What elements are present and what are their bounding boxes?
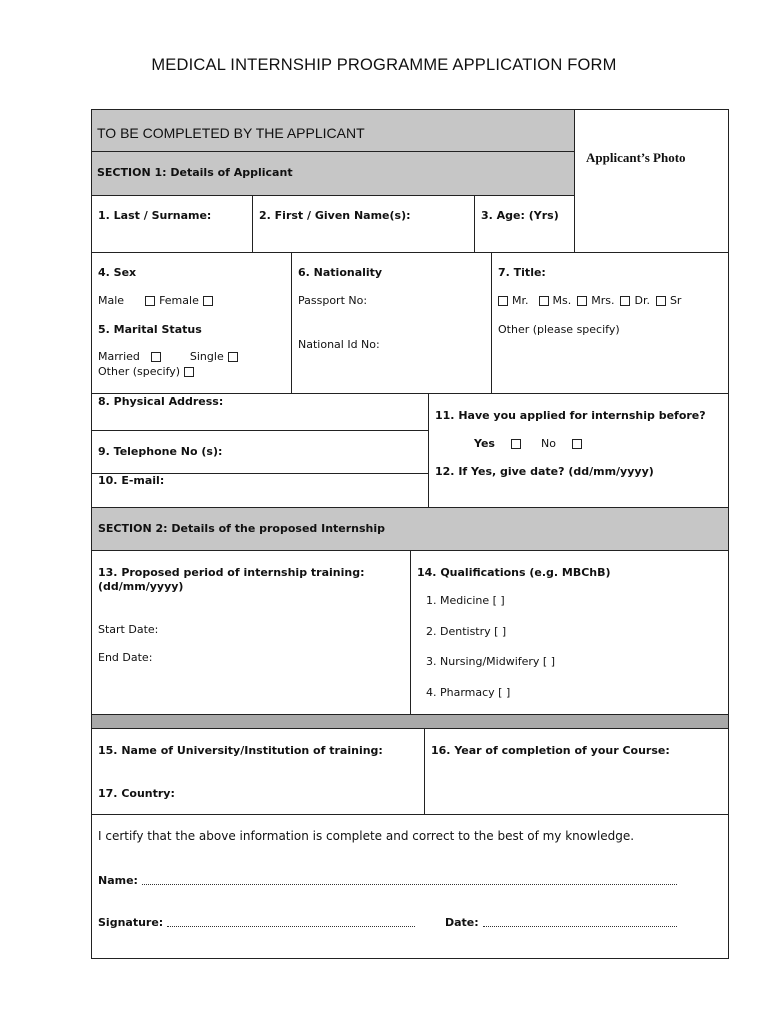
sr-checkbox[interactable] (656, 296, 666, 306)
start-date-label: Start Date: (98, 623, 159, 636)
section1-heading: SECTION 1: Details of Applicant (97, 166, 293, 179)
divider (91, 393, 729, 394)
other-specify-checkbox[interactable] (184, 367, 194, 377)
national-id-label: National Id No: (298, 338, 380, 351)
signature-field[interactable] (167, 918, 415, 927)
completed-by-heading: TO BE COMPLETED BY THE APPLICANT (97, 125, 365, 141)
dr-checkbox[interactable] (620, 296, 630, 306)
divider (428, 393, 429, 507)
separator-band (92, 715, 728, 728)
qual-dentistry: 2. Dentistry [ ] (426, 625, 507, 638)
married-label: Married (98, 350, 140, 363)
title-mrs-label: Mrs. (591, 294, 615, 307)
qual-medicine: 1. Medicine [ ] (426, 594, 505, 607)
applied-before-options (474, 437, 582, 450)
divider (291, 252, 292, 393)
title-label: 7. Title: (498, 266, 546, 279)
date-field[interactable] (483, 918, 677, 927)
title-dr-label: Dr. (634, 294, 650, 307)
divider (574, 109, 575, 252)
sex-label: 4. Sex (98, 266, 137, 279)
certification-statement: I certify that the above information is complete and correct to the best of my knowledge. (98, 829, 635, 843)
yes-checkbox[interactable] (511, 439, 521, 449)
if-yes-date-label: 12. If Yes, give date? (dd/mm/yyyy) (435, 465, 654, 478)
divider (91, 814, 729, 815)
country-label: 17. Country: (98, 787, 175, 800)
divider (91, 430, 428, 431)
marital-other-option (98, 365, 194, 378)
first-name-label: 2. First / Given Name(s): (259, 209, 411, 222)
title-other-label: Other (please specify) (498, 323, 620, 336)
nationality-label: 6. Nationality (298, 266, 383, 279)
signature-label: Signature: (98, 916, 164, 929)
completion-year-label: 16. Year of completion of your Course: (431, 744, 670, 757)
name-line (98, 874, 677, 887)
university-label: 15. Name of University/Institution of training: (98, 744, 383, 757)
divider (252, 195, 253, 252)
form-title: MEDICAL INTERNSHIP PROGRAMME APPLICATION FORM (151, 56, 617, 74)
mr-checkbox[interactable] (498, 296, 508, 306)
title-sr-label: Sr (669, 294, 682, 307)
female-checkbox[interactable] (203, 296, 213, 306)
last-name-label: 1. Last / Surname: (98, 209, 212, 222)
passport-label: Passport No: (298, 294, 368, 307)
physical-address-label: 8. Physical Address: (98, 395, 224, 408)
qual-nursing: 3. Nursing/Midwifery [ ] (426, 655, 555, 668)
female-label: Female (159, 294, 199, 307)
proposed-period-line2: (dd/mm/yyyy) (98, 580, 184, 593)
married-checkbox[interactable] (151, 352, 161, 362)
date-label: Date: (445, 916, 479, 929)
divider (424, 728, 425, 814)
divider (91, 252, 729, 253)
no-label: No (540, 437, 556, 450)
mrs-checkbox[interactable] (577, 296, 587, 306)
end-date-label: End Date: (98, 651, 153, 664)
signature-line (98, 916, 415, 929)
name-field[interactable] (142, 876, 677, 885)
other-specify-label: Other (specify) (98, 365, 181, 378)
applied-before-label: 11. Have you applied for internship before? (435, 409, 706, 422)
qualifications-label: 14. Qualifications (e.g. MBChB) (417, 566, 611, 579)
qual-pharmacy: 4. Pharmacy [ ] (426, 686, 511, 699)
ms-checkbox[interactable] (539, 296, 549, 306)
single-label: Single (189, 350, 224, 363)
proposed-period-line1: 13. Proposed period of internship training: (98, 566, 365, 579)
divider (474, 195, 475, 252)
date-line (445, 916, 677, 929)
no-checkbox[interactable] (572, 439, 582, 449)
proposed-period-label (98, 566, 364, 594)
divider (91, 195, 574, 196)
sex-options (98, 294, 213, 307)
male-checkbox[interactable] (145, 296, 155, 306)
male-label: Male (98, 294, 125, 307)
title-mr-label: Mr. (512, 294, 529, 307)
divider (410, 550, 411, 714)
telephone-label: 9. Telephone No (s): (98, 445, 223, 458)
age-label: 3. Age: (Yrs) (481, 209, 559, 222)
section2-heading: SECTION 2: Details of the proposed Internship (98, 522, 386, 535)
divider (491, 252, 492, 393)
applicant-photo-label: Applicant’s Photo (586, 150, 686, 165)
marital-status-label: 5. Marital Status (98, 323, 202, 336)
yes-label: Yes (474, 437, 495, 450)
divider (91, 728, 729, 729)
single-checkbox[interactable] (228, 352, 238, 362)
email-label: 10. E-mail: (98, 474, 165, 487)
marital-options (98, 350, 238, 363)
name-label: Name: (98, 874, 138, 887)
title-options (498, 294, 681, 307)
title-ms-label: Ms. (552, 294, 572, 307)
